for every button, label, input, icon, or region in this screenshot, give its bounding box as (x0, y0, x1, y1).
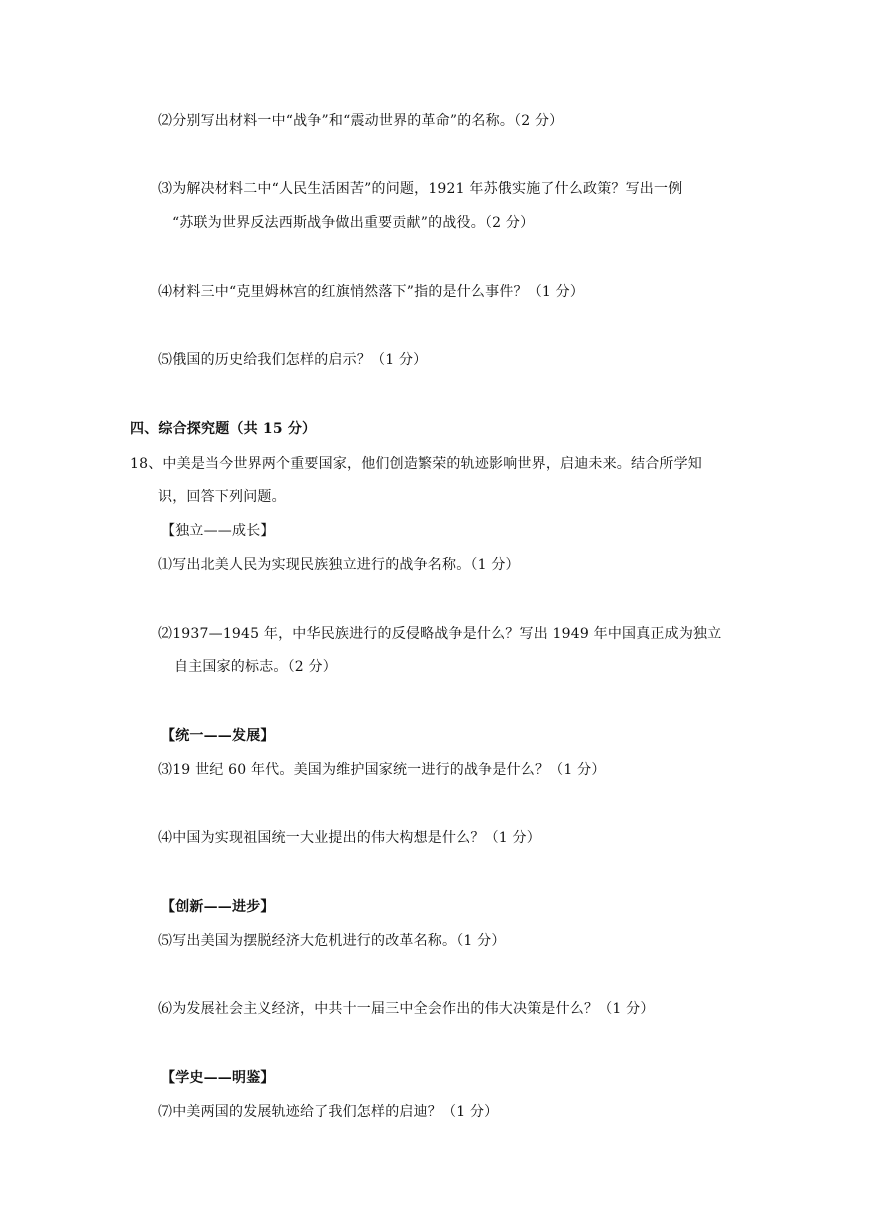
question-5: ⑸俄国的历史给我们怎样的启示？（1 分） (158, 352, 428, 368)
subquestion-5: ⑸写出美国为摆脱经济大危机进行的改革名称。（1 分） (158, 933, 506, 949)
subquestion-1: ⑴写出北美人民为实现民族独立进行的战争名称。（1 分） (158, 557, 520, 573)
subquestion-7: ⑺中美两国的发展轨迹给了我们怎样的启迪？（1 分） (158, 1104, 499, 1120)
subsection-title-innovation: 【创新——进步】 (161, 899, 275, 915)
subsection-title-unity: 【统一——发展】 (161, 728, 275, 744)
subquestion-6: ⑹为发展社会主义经济，中共十一届三中全会作出的伟大决策是什么？（1 分） (158, 1001, 655, 1017)
question-18-line-1: 18、中美是当今世界两个重要国家，他们创造繁荣的轨迹影响世界，启迪未来。结合所学知 (130, 456, 703, 472)
subsection-title-history: 【学史——明鉴】 (161, 1070, 275, 1086)
question-3-line-1: ⑶为解决材料二中“人民生活困苦”的问题，1921 年苏俄实施了什么政策？写出一例 (158, 181, 683, 197)
subquestion-2-line-2: 自主国家的标志。（2 分） (174, 659, 337, 675)
question-4: ⑷材料三中“克里姆林宫的红旗悄然落下”指的是什么事件？（1 分） (158, 284, 585, 300)
subquestion-2-line-1: ⑵1937—1945 年，中华民族进行的反侵略战争是什么？写出 1949 年中国真正成为独立 (158, 626, 722, 642)
section-heading: 四、综合探究题（共 15 分） (130, 421, 317, 437)
subquestion-4: ⑷中国为实现祖国统一大业提出的伟大构想是什么？（1 分） (158, 830, 541, 846)
question-18-line-2: 识，回答下列问题。 (158, 489, 286, 505)
question-2: ⑵分别写出材料一中“战争”和“震动世界的革命”的名称。（2 分） (158, 113, 564, 129)
subquestion-3: ⑶19 世纪 60 年代。美国为维护国家统一进行的战争是什么？（1 分） (158, 762, 606, 778)
subsection-title-independence: 【独立——成长】 (161, 523, 275, 539)
question-3-line-2: “苏联为世界反法西斯战争做出重要贡献”的战役。（2 分） (172, 215, 535, 231)
